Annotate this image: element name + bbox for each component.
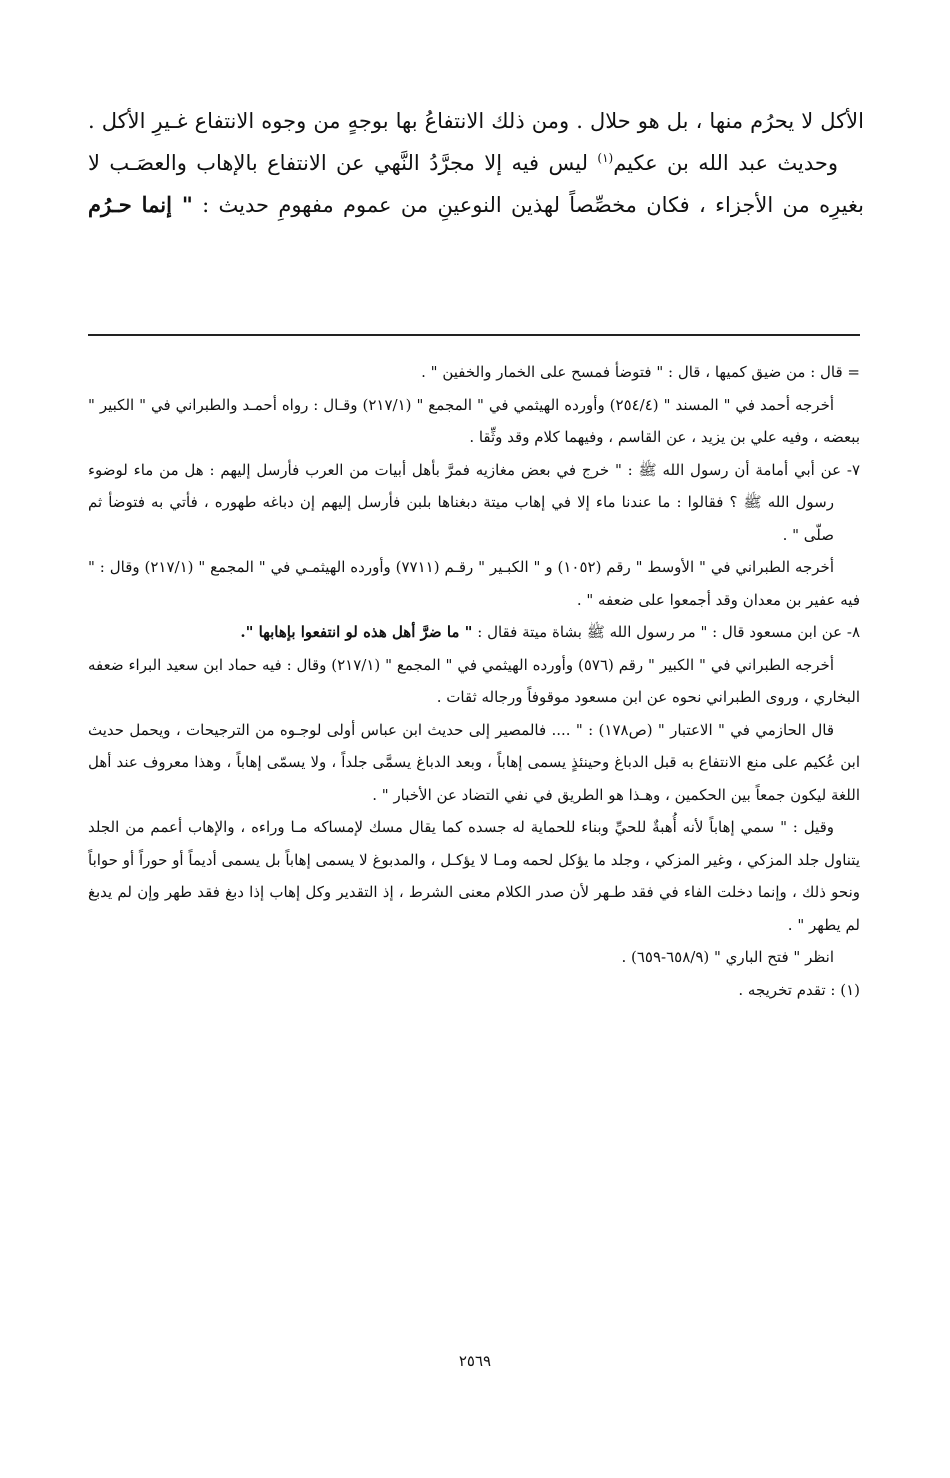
- main-paragraph-2: [88, 142, 864, 226]
- footnote-takhrij: أخرجه أحمد في " المسند " (٢٥٤/٤) وأورده الهيثمي في " المجمع " (٢١٧/١) وقـال : رواه أحمـد والطبراني في " الكبير " ببعضه ، وفيه علي بن يزيد ، عن القاسم ، وفيهما كلام وقد وثِّقا .: [88, 395, 860, 446]
- footnote-reference: (١): [597, 151, 614, 165]
- footnote-takhrij: أخرجه الطبراني في " الكبير " رقم (٥٧٦) وأورده الهيثمي في " المجمع " (٢١٧/١) وقال : فيه حماد ابن سعيد البراء ضعفه البخاري ، وروى الطبراني نحوه عن ابن مسعود موقوفاً ورجاله ثقات .: [88, 655, 860, 706]
- footnote-1: (١) : تقدم تخريجه .: [738, 980, 860, 999]
- main-text: [88, 100, 864, 226]
- footnote-continuation: = قال : من ضيق كميها ، قال : " فتوضأ فمسح على الخمار والخفين " .: [421, 363, 860, 381]
- main-text-segment: وحديث عبد الله بن عكيم: [613, 151, 838, 175]
- footnote-hadith-7: ٧- عن أبي أمامة أن رسول الله ﷺ : " خرج في بعض مغازيه فمرَّ بأهل أبيات من العرب فأرسل إليهم : هل من ماء لوضوء رسول الله ﷺ ؟ فقالوا : ما عندنا ماء إلا في إهاب ميتة دبغناها بلبن فأرسل إليهم إن دباغه طهوره ، فأتي به فتوضأ ثم صلّى " .: [88, 460, 860, 544]
- footnote-hazimi-quote: قال الحازمي في " الاعتبار " (ص١٧٨) : " .... فالمصير إلى حديث ابن عباس أولى لوجـوه من الترجيحات ، ويحمل حديث ابن عُكيم على منع الانتفاع به قبل الدباغ وحينئذٍ يسمى إهاباً ، وبعد الدباغ يسمَّى جلداً ، ولا يسمّى إهاباً ، وهذا معروف عند أهل اللغة ليكون جمعاً بين الحكمين ، وهـذا هو الطريق في نفي التضاد عن الأخبار " .: [88, 720, 860, 804]
- footnotes: [88, 356, 860, 1006]
- hadith-quote: " ما ضرَّ أهل هذه لو انتفعوا بإهابها ".: [240, 623, 473, 641]
- footnote-ihab-definition: وقيل : " سمي إهاباً لأنه أُهبةٌ للحيِّ وبناء للحماية له جسده كما يقال مسك لإمساكه مـا وراءه ، والإهاب أعمم من الجلد يتناول جلد المزكي ، وغير المزكي ، وجلد ما يؤكل لحمه ومـا لا يؤكـل ، والمدبوغ لا يسمى إهاباً بل يسمى أديماً أو حوراً أو حواباً ونحو ذلك ، وإنما دخلت الفاء في فقد طـهر لأن صدر الكلام معنى الشرط ، إذ التقدير وكل إهاب إذا دبغ فقد طهر وإن لم يدبغ لم يطهر " .: [88, 818, 861, 934]
- footnote-text-segment: ٨- عن ابن مسعود قال : " مر رسول الله ﷺ بشاة ميتة فقال :: [472, 623, 860, 641]
- footnote-takhrij: أخرجه الطبراني في " الأوسط " رقم (١٠٥٢) و " الكبـير " رقـم (٧٧١١) وأورده الهيثمـي في " المجمع " (٢١٧/١) وقال : " فيه عفير بن معدان وقد أجمعوا على ضعفه " .: [88, 558, 860, 609]
- footnote-hadith-8: [88, 616, 860, 649]
- page-number: ٢٥٦٩: [458, 1352, 492, 1370]
- footnote-separator: [88, 334, 860, 336]
- main-paragraph-1: الأكل لا يحرُم منها ، بل هو حلال . ومن ذلك الانتفاعُ بها بوجهٍ من وجوه الانتفاع غـيرِ الأكل .: [88, 109, 864, 133]
- hadith-quote: " إنما حـرُم: [88, 192, 193, 217]
- footnote-fath-reference: انظر " فتح الباري " (٦٥٨/٩-٦٥٩) .: [621, 948, 834, 966]
- main-text-segment: ليس فيه إلا مجرَّدُ النَّهي عن الانتفاع بالإهاب والعصَـب لا بغيرِه من الأجزاء ، فكان مخصِّصاً لهذين النوعينِ من عموم مفهومِ حديث :: [88, 151, 864, 217]
